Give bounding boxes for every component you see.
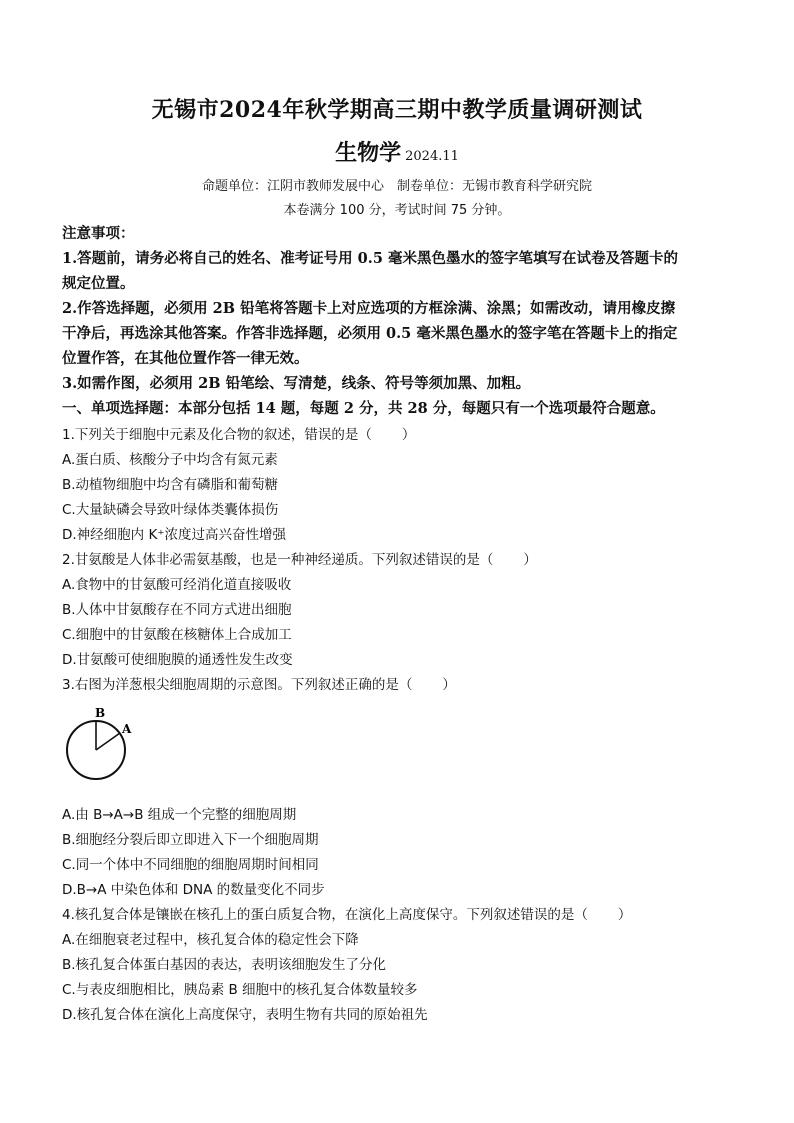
question-2-stem xyxy=(62,548,537,568)
question-stem-text: 2.甘氨酸是人体非必需氨基酸，也是一种神经递质。下列叙述错误的是（ xyxy=(62,552,494,568)
question-4-option-a: A.在细胞衰老过程中，核孔复合体的稳定性会下降 xyxy=(62,932,359,948)
question-1-stem xyxy=(62,423,415,443)
question-3-option-b: B.细胞经分裂后即立即进入下一个细胞周期 xyxy=(62,832,319,848)
question-4-option-c: C.与表皮细胞相比，胰岛素 B 细胞中的核孔复合体数量较多 xyxy=(62,982,418,998)
subject-line xyxy=(0,136,794,167)
question-3-stem xyxy=(62,673,456,693)
label-a: A xyxy=(122,722,132,736)
radius-to-a xyxy=(96,733,120,750)
question-bracket-close: ） xyxy=(442,677,456,693)
question-3-option-d: D.B→A 中染色体和 DNA 的数量变化不同步 xyxy=(62,882,325,898)
question-4-stem xyxy=(62,903,631,923)
question-4-option-b: B.核孔复合体蛋白基因的表达，表明该细胞发生了分化 xyxy=(62,957,387,973)
issuer-info: 命题单位：江阴市教师发展中心 制卷单位：无锡市教育科学研究院 xyxy=(201,179,592,194)
notice-heading: 注意事项： xyxy=(62,225,135,242)
notice-item-2-line-3: 位置作答，在其他位置作答一律无效。 xyxy=(62,350,309,367)
section-heading: 一、单项选择题：本部分包括 14 题，每题 2 分，共 28 分，每题只有一个选项最符合题意。 xyxy=(62,400,665,417)
question-2-option-d: D.甘氨酸可使细胞膜的通透性发生改变 xyxy=(62,652,293,668)
notice-item-2-line-1: 2.作答选择题，必须用 2B 铅笔将答题卡上对应选项的方框涂满、涂黑；如需改动，请用橡皮擦 xyxy=(62,300,676,317)
question-stem-text: 4.核孔复合体是镶嵌在核孔上的蛋白质复合物，在演化上高度保守。下列叙述错误的是（ xyxy=(62,907,588,923)
notice-item-1-line-1: 1.答题前，请务必将自己的姓名、准考证号用 0.5 毫米黑色墨水的签字笔填写在试卷及答题卡的 xyxy=(62,250,678,267)
question-1-option-d: D.神经细胞内 K⁺浓度过高兴奋性增强 xyxy=(62,527,286,543)
question-3-option-c: C.同一个体中不同细胞的细胞周期时间相同 xyxy=(62,857,319,873)
exam-title: 无锡市2024年秋学期高三期中教学质量调研测试 xyxy=(151,97,643,123)
question-bracket-close: ） xyxy=(523,552,537,568)
question-4-option-d: D.核孔复合体在演化上高度保守，表明生物有共同的原始祖先 xyxy=(62,1007,428,1023)
notice-item-2-line-2: 干净后，再选涂其他答案。作答非选择题，必须用 0.5 毫米黑色墨水的签字笔在答题卡上的指定 xyxy=(62,325,678,342)
question-2-option-a: A.食物中的甘氨酸可经消化道直接吸收 xyxy=(62,577,292,593)
notice-item-1-line-2: 规定位置。 xyxy=(62,275,135,292)
question-1-option-a: A.蛋白质、核酸分子中均含有氮元素 xyxy=(62,452,278,468)
question-stem-text: 1.下列关于细胞中元素及化合物的叙述，错误的是（ xyxy=(62,427,372,443)
question-1-option-c: C.大量缺磷会导致叶绿体类囊体损伤 xyxy=(62,502,279,518)
question-stem-text: 3.右图为洋葱根尖细胞周期的示意图。下列叙述正确的是（ xyxy=(62,677,413,693)
question-2-option-b: B.人体中甘氨酸存在不同方式进出细胞 xyxy=(62,602,292,618)
score-time-info: 本卷满分 100 分，考试时间 75 分钟。 xyxy=(283,203,511,218)
question-1-option-b: B.动植物细胞中均含有磷脂和葡萄糖 xyxy=(62,477,279,493)
question-bracket-close: ） xyxy=(617,907,632,923)
subject-name: 生物学 xyxy=(335,140,402,166)
notice-item-3: 3.如需作图，必须用 2B 铅笔绘、写清楚，线条、符号等须加黑、加粗。 xyxy=(62,375,531,392)
cell-cycle-diagram xyxy=(60,702,140,790)
question-bracket-close: ） xyxy=(401,427,416,443)
exam-date: 2024.11 xyxy=(405,149,459,164)
question-3-option-a: A.由 B→A→B 组成一个完整的细胞周期 xyxy=(62,807,297,823)
label-b: B xyxy=(95,706,106,720)
question-2-option-c: C.细胞中的甘氨酸在核糖体上合成加工 xyxy=(62,627,292,643)
